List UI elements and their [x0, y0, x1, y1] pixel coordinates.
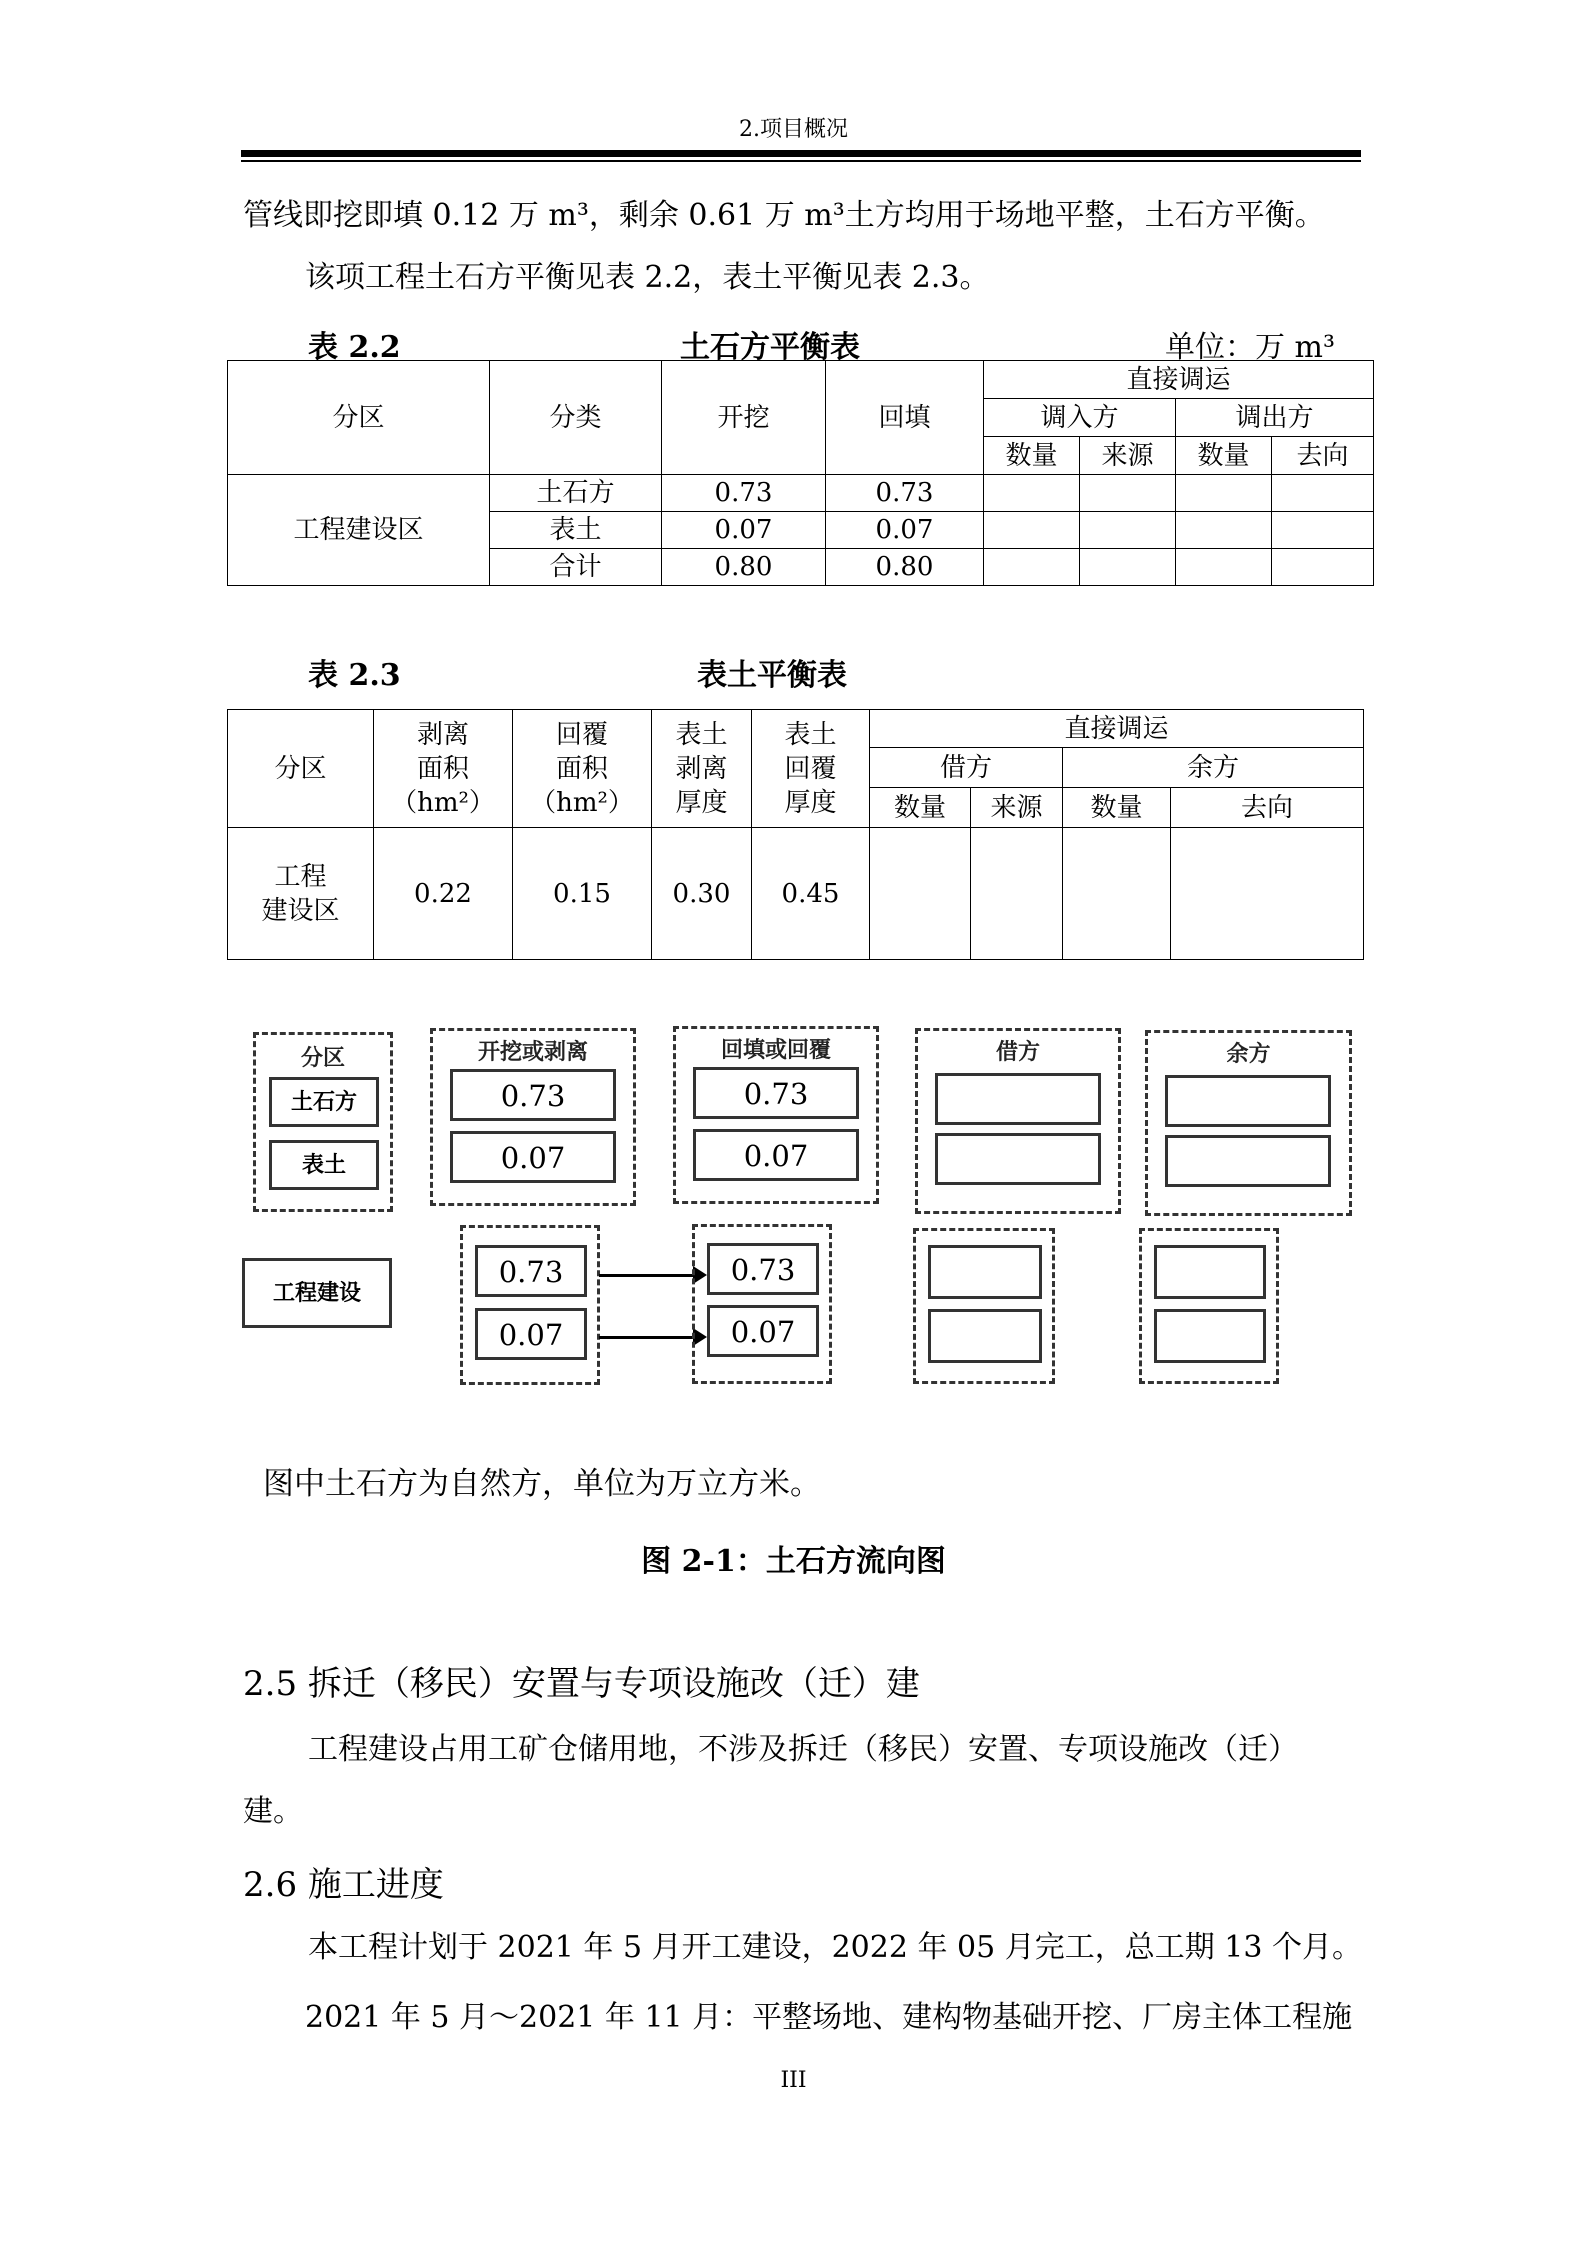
flow-backfill-topsoil: 0.07: [707, 1305, 819, 1357]
legend-box: [253, 1032, 393, 1212]
surplus-title: 余方: [1226, 1042, 1271, 1067]
surplus-earthwork-cell: [1165, 1075, 1331, 1127]
t22-h-direct: 直接调运: [984, 361, 1374, 399]
t23-cover-thick: 0.45: [752, 828, 870, 960]
t22-zone: 工程建设区: [228, 475, 490, 586]
flow-borrow-earthwork: [928, 1245, 1042, 1299]
t22-cell-empty: [1080, 512, 1176, 549]
t22-row-excavate: 0.07: [662, 512, 826, 549]
t22-h-dest: 去向: [1272, 437, 1374, 475]
t22-cell-empty: [1080, 475, 1176, 512]
t22-h-qty-out: 数量: [1176, 437, 1272, 475]
t22-row-excavate: 0.80: [662, 549, 826, 586]
borrow-topsoil-cell: [935, 1133, 1101, 1185]
arrow-earthwork: [599, 1274, 703, 1277]
t23-h-surplus: 余方: [1063, 748, 1364, 788]
t23-h-cover-thick-l2: 回覆: [784, 753, 837, 784]
page-number: III: [780, 2068, 807, 2093]
legend-topsoil: 表土: [269, 1140, 379, 1190]
borrow-title: 借方: [995, 1040, 1040, 1065]
flow-excavate-topsoil: 0.07: [475, 1308, 587, 1360]
flow-surplus-box: [1139, 1228, 1279, 1384]
zone-label: 工程建设: [242, 1258, 392, 1328]
table22-number: 表 2.2: [308, 330, 401, 365]
surplus-box: [1145, 1030, 1352, 1216]
t22-cell-empty: [984, 475, 1080, 512]
backfill-earthwork-value: 0.73: [693, 1067, 859, 1119]
intro-line-1: 管线即挖即填 0.12 万 m³，剩余 0.61 万 m³土方均用于场地平整，土石方平衡。: [243, 198, 1325, 233]
t23-h-strip-thick-l1: 表土: [675, 719, 728, 750]
t22-h-backfill: 回填: [826, 361, 984, 475]
flow-borrow-box: [913, 1228, 1055, 1384]
t22-cell-empty: [1272, 512, 1374, 549]
t23-h-strip-thick-l3: 厚度: [675, 787, 728, 818]
flow-excavate-earthwork: 0.73: [475, 1245, 587, 1297]
t22-cell-empty: [1080, 549, 1176, 586]
t23-h-zone: 分区: [228, 710, 374, 828]
intro-line-2: 该项工程土石方平衡见表 2.2，表土平衡见表 2.3。: [305, 260, 990, 295]
excavate-box: [430, 1028, 636, 1206]
backfill-topsoil-value: 0.07: [693, 1129, 859, 1181]
t22-h-in: 调入方: [984, 399, 1176, 437]
t22-h-excavate: 开挖: [662, 361, 826, 475]
surplus-topsoil-cell: [1165, 1135, 1331, 1187]
figure-note: 图中土石方为自然方，单位为万立方米。: [263, 1466, 821, 1502]
t23-h-source: 来源: [971, 788, 1063, 828]
flow-excavate-box: [460, 1225, 600, 1385]
borrow-box: [915, 1028, 1121, 1214]
t23-cell-empty: [1063, 828, 1171, 960]
legend-earthwork: 土石方: [269, 1077, 379, 1127]
t23-h-dest: 去向: [1171, 788, 1364, 828]
t23-strip-thick: 0.30: [652, 828, 752, 960]
section-2-5-heading: 2.5 拆迁（移民）安置与专项设施改（迁）建: [243, 1664, 920, 1704]
flow-surplus-earthwork: [1154, 1245, 1266, 1299]
t23-cell-empty: [1171, 828, 1364, 960]
excavate-topsoil-value: 0.07: [450, 1131, 616, 1183]
t23-zone-l2: 建设区: [261, 895, 340, 926]
t22-row-excavate: 0.73: [662, 475, 826, 512]
section-2-5-body-1: 工程建设占用工矿仓储用地，不涉及拆迁（移民）安置、专项设施改（迁）: [308, 1732, 1298, 1767]
t22-row-category: 表土: [490, 512, 662, 549]
t23-h-cover-thick-l1: 表土: [784, 719, 837, 750]
t22-h-zone: 分区: [228, 361, 490, 475]
t22-h-category: 分类: [490, 361, 662, 475]
t22-row-category: 土石方: [490, 475, 662, 512]
t23-h-cover-thick: [752, 710, 870, 828]
t23-h-strip-thick: [652, 710, 752, 828]
t23-h-cover-area-l1: 回覆: [555, 719, 608, 750]
section-2-6-body-2: 2021 年 5 月～2021 年 11 月：平整场地、建构物基础开挖、厂房主体工程施: [305, 2000, 1353, 2035]
t23-h-strip-thick-l2: 剥离: [675, 753, 728, 784]
table23-title: 表土平衡表: [697, 658, 847, 693]
t23-zone-l1: 工程: [274, 861, 327, 892]
arrow-topsoil: [599, 1336, 703, 1339]
t23-cell-empty: [971, 828, 1063, 960]
section-2-6-body-1: 本工程计划于 2021 年 5 月开工建设，2022 年 05 月完工，总工期 13 个月。: [308, 1930, 1362, 1965]
t23-h-qty1: 数量: [870, 788, 971, 828]
table-2-2: [227, 360, 1374, 586]
t23-cell-empty: [870, 828, 971, 960]
t22-cell-empty: [984, 549, 1080, 586]
borrow-earthwork-cell: [935, 1073, 1101, 1125]
t22-row-category: 合计: [490, 549, 662, 586]
t23-h-borrow: 借方: [870, 748, 1063, 788]
section-2-6-heading: 2.6 施工进度: [243, 1865, 444, 1905]
figure-caption: 图 2-1：土石方流向图: [641, 1544, 946, 1579]
table23-number: 表 2.3: [308, 658, 401, 693]
t23-strip-area: 0.22: [374, 828, 513, 960]
running-header: 2.项目概况: [739, 117, 848, 142]
t23-h-strip-area: [374, 710, 513, 828]
section-2-5-body-2: 建。: [243, 1794, 303, 1829]
t23-h-strip-area-l2: 面积: [416, 753, 469, 784]
t23-zone: [228, 828, 374, 960]
t23-h-cover-thick-l3: 厚度: [784, 787, 837, 818]
t23-h-cover-area-l2: 面积: [555, 753, 608, 784]
t22-row-backfill: 0.07: [826, 512, 984, 549]
t22-cell-empty: [1176, 512, 1272, 549]
excavate-title: 开挖或剥离: [477, 1040, 588, 1065]
t23-cover-area: 0.15: [513, 828, 652, 960]
header-rule-thick: [241, 150, 1361, 157]
excavate-earthwork-value: 0.73: [450, 1069, 616, 1121]
t22-cell-empty: [1272, 549, 1374, 586]
t22-h-qty-in: 数量: [984, 437, 1080, 475]
t23-h-strip-area-l3: （hm²）: [391, 787, 495, 818]
table22-unit: 单位：万 m³: [1165, 330, 1336, 365]
t22-h-out: 调出方: [1176, 399, 1374, 437]
flow-borrow-topsoil: [928, 1309, 1042, 1363]
t22-row-backfill: 0.80: [826, 549, 984, 586]
flow-surplus-topsoil: [1154, 1309, 1266, 1363]
t22-row-backfill: 0.73: [826, 475, 984, 512]
header-rule-thin: [241, 160, 1361, 162]
backfill-title: 回填或回覆: [720, 1038, 831, 1063]
t23-h-strip-area-l1: 剥离: [416, 719, 469, 750]
legend-title: 分区: [300, 1046, 345, 1071]
t22-h-source: 来源: [1080, 437, 1176, 475]
t22-cell-empty: [1272, 475, 1374, 512]
t23-h-cover-area: [513, 710, 652, 828]
t23-h-direct: 直接调运: [870, 710, 1364, 748]
t22-cell-empty: [1176, 475, 1272, 512]
flow-backfill-earthwork: 0.73: [707, 1243, 819, 1295]
t22-cell-empty: [1176, 549, 1272, 586]
backfill-box: [673, 1026, 879, 1204]
t23-h-cover-area-l3: （hm²）: [530, 787, 634, 818]
table-2-3: [227, 709, 1364, 960]
table22-title: 土石方平衡表: [680, 330, 860, 365]
t22-cell-empty: [984, 512, 1080, 549]
flow-backfill-box: [692, 1224, 832, 1384]
t23-h-qty2: 数量: [1063, 788, 1171, 828]
